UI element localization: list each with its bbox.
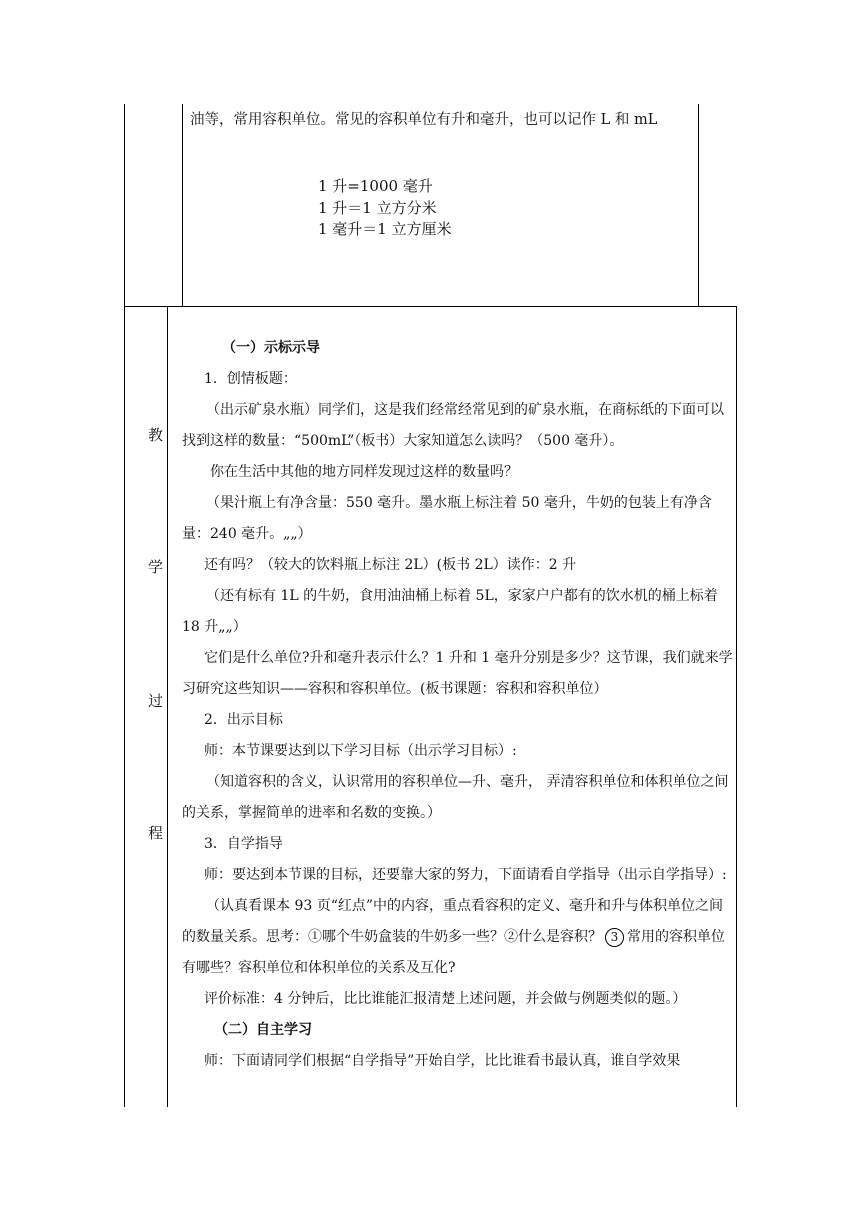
- paragraph: 评价标准：4 分钟后，比比谁能汇报清楚上述问题，并会做与例题类似的题。）: [204, 991, 687, 1007]
- top-cell-left-border: [124, 104, 125, 307]
- main-cell-inner-border: [167, 306, 168, 1107]
- paragraph: （出示矿泉水瓶）同学们，这是我们经常经常见到的矿泉水瓶，在商标纸的下面可以找到这样的数量：“500mL”（板书）大家知道怎么读吗？（500 毫升）。: [182, 402, 724, 449]
- circled-number: 3: [605, 928, 624, 947]
- section-label-char: 过: [148, 692, 164, 710]
- paragraph: 师：下面请同学们根据“自学指导”开始自学，比比谁看书最认真，谁自学效果: [204, 1053, 681, 1069]
- paragraph: 还有吗？（较大的饮料瓶上标注 2L）(板书 2L）读作：2 升: [204, 557, 577, 573]
- paragraph: 你在生活中其他的地方同样发现过这样的数量吗？: [210, 464, 518, 480]
- paragraph: [182, 891, 734, 984]
- top-cell-text: 油等，常用容积单位。常见的容积单位有升和毫升，也可以记作 L 和 mL: [190, 112, 658, 128]
- paragraph: （果汁瓶上有净含量：550 毫升。墨水瓶上标注着 50 毫升，牛奶的包装上有净含量：240 毫升。„„）: [182, 495, 712, 542]
- step-title: 2．出示目标: [204, 712, 283, 728]
- unit-formulas: [318, 176, 452, 241]
- section-heading: （二）自主学习: [214, 1022, 312, 1038]
- formula-line: 1 毫升＝1 立方厘米: [318, 220, 452, 238]
- section-label-char: 教: [148, 426, 164, 444]
- section-label-char: 程: [148, 824, 164, 842]
- formula-line: 1 升=1000 毫升: [318, 177, 433, 195]
- paragraph: （知道容积的含义，认识常用的容积单位—升、毫升， 弄清容积单位和体积单位之间的关系，掌握简单的进率和名数的变换。）: [182, 774, 729, 821]
- step-title: 1．创情板题：: [204, 371, 297, 387]
- lesson-content: [182, 333, 734, 1077]
- main-cell-left-border: [124, 306, 125, 1107]
- top-cell-inner-border: [182, 104, 183, 307]
- paragraph-text: （认真看课本 93 页“红点”中的内容，重点看容积的定义、毫升和升与体积单位之间的数量关系。思考：①哪个牛奶盒装的牛奶多一些？②什么是容积？: [182, 898, 724, 945]
- paragraph: 它们是什么单位?升和毫升表示什么？1 升和 1 毫升分别是多少？这节课，我们就来学习研究这些知识——容积和容积单位。(板书课题：容积和容积单位）: [182, 650, 733, 697]
- section-heading: （一）示标示导: [222, 340, 320, 356]
- paragraph: （还有标有 1L 的牛奶，食用油油桶上标着 5L，家家户户都有的饮水机的桶上标着 18 升„„）: [182, 588, 718, 635]
- row-divider: [124, 306, 737, 307]
- step-title: 3．自学指导: [204, 836, 283, 852]
- section-label-char: 学: [148, 558, 164, 576]
- top-cell-right-border: [698, 104, 699, 307]
- paragraph: 师：本节课要达到以下学习目标（出示学习目标）:: [204, 743, 517, 759]
- main-cell-right-border: [736, 306, 737, 1107]
- formula-line: 1 升＝1 立方分米: [318, 198, 437, 217]
- paragraph-text: 常用的容积单位有哪些？容积单位和体积单位的关系及互化?: [182, 929, 725, 976]
- paragraph: 师：要达到本节课的目标，还要靠大家的努力，下面请看自学指导（出示自学指导）:: [204, 867, 727, 883]
